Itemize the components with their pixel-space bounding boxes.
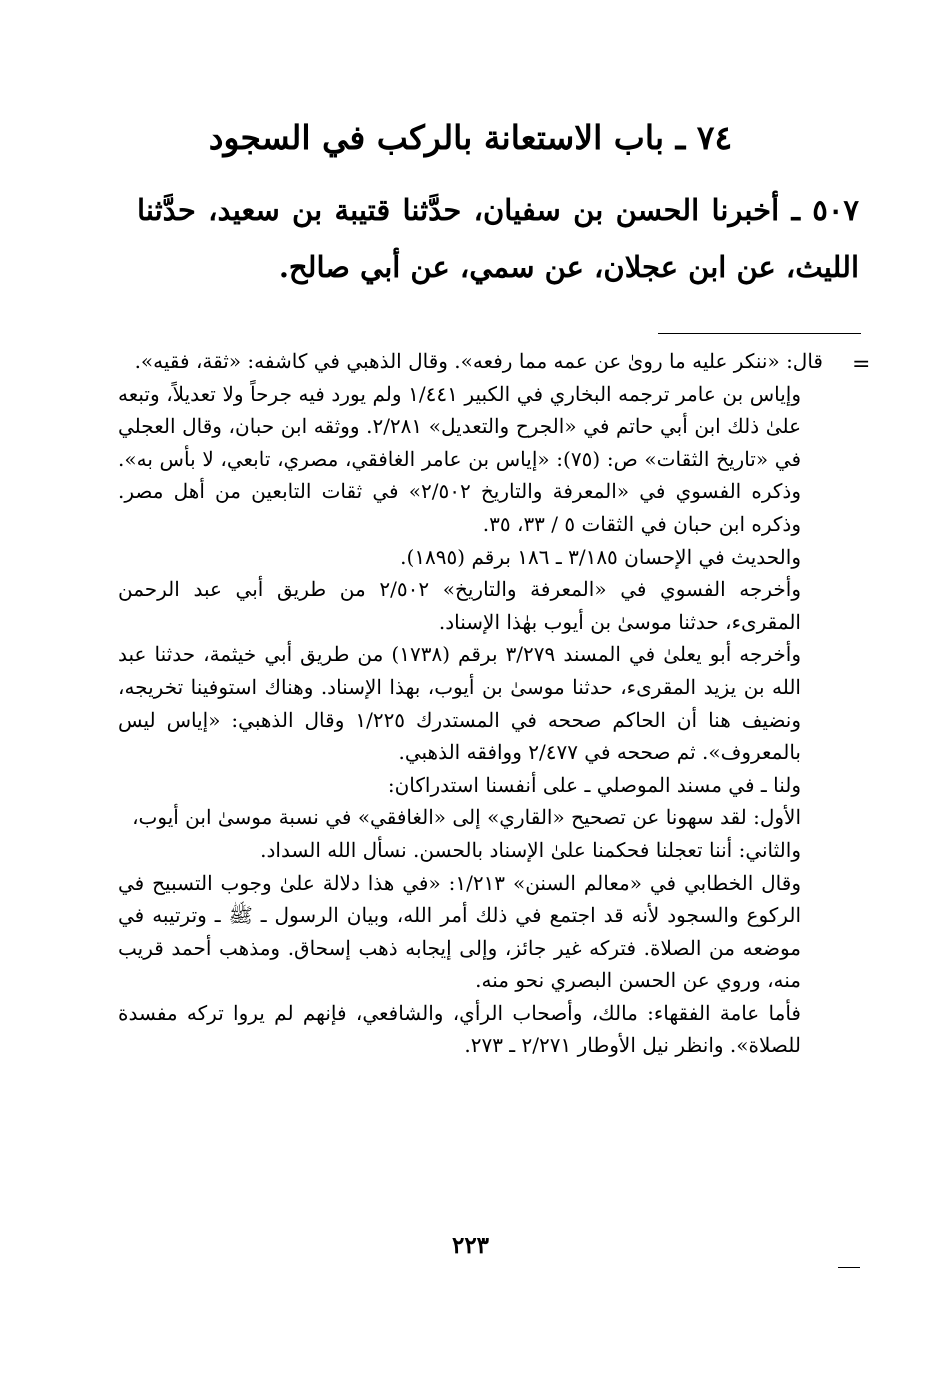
footnote-paragraph: والثاني: أننا تعجلنا فحكمنا علىٰ الإسناد بالحسن. نسأل الله السداد. [260, 837, 801, 862]
bottom-rule [838, 1267, 860, 1268]
footnote-paragraph: وأخرجه الفسوي في «المعرفة والتاريخ» ٢/٥٠٢ من طريق أبي عبد الرحمن المقرىء، حدثنا موسىٰ بن أيوب بهٰذا الإسناد. [118, 577, 801, 634]
footnote-paragraph: ولنا ـ في مسند الموصلي ـ على أنفسنا استدراكان: [387, 772, 801, 797]
page-number: ٢٢٣ [451, 1232, 490, 1259]
footnote-paragraph: وأخرجه أبو يعلىٰ في المسند ٣/٢٧٩ برقم (١٧٣٨) من طريق أبي خيثمة، حدثنا عبد الله بن يزيد المقرىء، حدثنا موسىٰ بن أيوب، بهذا الإسناد. وهناك استوفينا تخريجه، ونضيف هنا أن الحاكم صححه في المستدرك ١/٢٢٥ وقال الذهبي: «إياس ليس بالمعروف». ثم صححه في ٢/٤٧٧ ووافقه الذهبي. [118, 642, 802, 765]
footnote-paragraph: وقال الخطابي في «معالم السنن» ١/٢١٣: «في هذا دلالة علىٰ وجوب التسبيح في الركوع والسجود لأنه قد اجتمع في ذلك أمر الله، وبيان الرسول ـ ﷺ ـ وترتيبه في موضعه من الصلاة. فتركه غير جائز، وإلى إيجابه ذهب إسحاق. ومذهب أحمد قريب منه، وروي عن الحسن البصري نحو منه. [118, 870, 801, 993]
continuation-mark: = [852, 352, 871, 377]
footnotes [118, 345, 823, 1062]
footnote-paragraph: فأما عامة الفقهاء: مالك، وأصحاب الرأي، والشافعي، فإنهم لم يروا تركه مفسدة للصلاة». وانظر نيل الأوطار ٢/٢٧١ ـ ٢٧٣. [118, 1000, 801, 1058]
footnote-paragraph: الأول: لقد سهونا عن تصحيح «القاري» إلى «الغافقي» في نسبة موسىٰ ابن أيوب، [132, 805, 801, 830]
footnote-paragraph: والحديث في الإحسان ٣/١٨٥ ـ ١٨٦ برقم (١٨٩٥). [400, 544, 801, 569]
footnote-paragraph: وإياس بن عامر ترجمه البخاري في الكبير ١/٤٤١ ولم يورد فيه جرحاً ولا تعديلاً، وتبعه علىٰ ذلك ابن أبي حاتم في «الجرح والتعديل» ٢/٢٨١. ووثقه ابن حبان، وقال العجلي في «تاريخ الثقات» ص: (٧٥): «إياس بن عامر الغافقي، مصري، تابعي، لا بأس به». وذكره الفسوي في «المعرفة والتاريخ ٢/٥٠٢» في ثقات التابعين من أهل مصر. وذكره ابن حبان في الثقات ٥ / ٣٣، ٣٥. [118, 381, 802, 536]
footnote-separator [658, 333, 861, 334]
chapter-title: ٧٤ ـ باب الاستعانة بالركب في السجود [208, 118, 733, 157]
hadith-text: ٥٠٧ ـ أخبرنا الحسن بن سفيان، حدَّثنا قتيبة بن سعيد، حدَّثنا الليث، عن ابن عجلان، عن سمي، عن أبي صالح. [137, 193, 859, 284]
footnote-paragraph: قال: «ننكر عليه ما روىٰ عن عمه مما رفعه». وقال الذهبي في كاشفه: «ثقة، فقيه». [134, 349, 823, 373]
